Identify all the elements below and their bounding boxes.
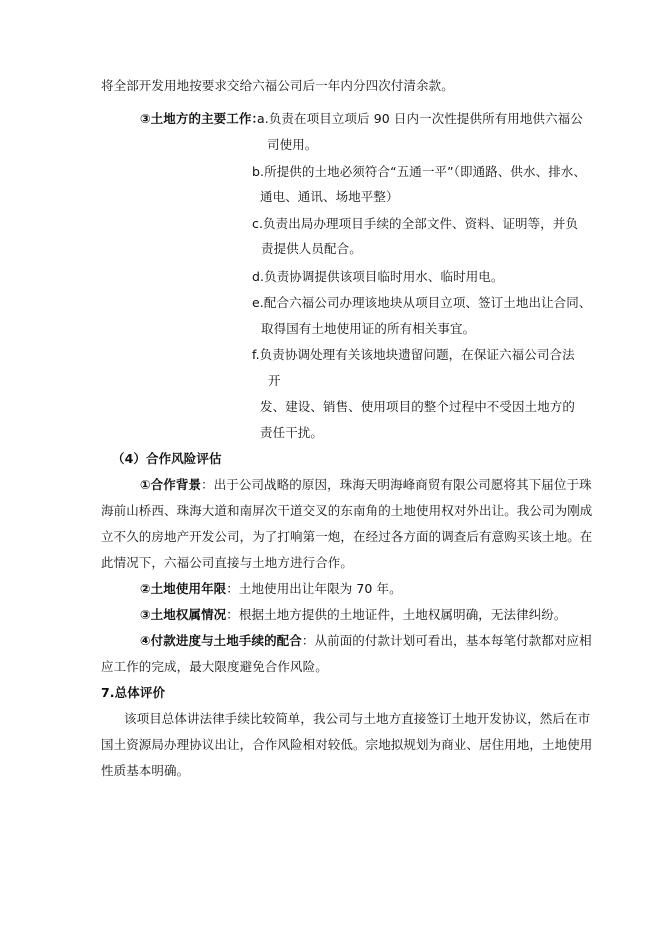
duty-f-line-1: f.负责协调处理有关该地块遗留问题，在保证六福公司合法 xyxy=(252,347,575,362)
duty-a-line-1: a.负责在项目立项后 90 日内一次性提供所有用地供六福公 xyxy=(257,111,583,126)
duty-c-line-1: c.负责出局办理项目手续的全部文件、资料、证明等，并负 xyxy=(252,216,579,231)
cooperation-background-label: ①合作背景 xyxy=(140,477,202,492)
duty-b-line-1: b.所提供的土地必须符合“五通一平”（即通路、供水、排水、 xyxy=(252,164,587,179)
cooperation-background-line-3: 立不久的房地产开发公司，为了打响第一炮，在经过各方面的调查后有意购买该土地。在 xyxy=(101,529,593,544)
land-duties-heading: ③土地方的主要工作： xyxy=(140,111,265,126)
intro-paragraph: 将全部开发用地按要求交给六福公司后一年内分四次付清余款。 xyxy=(101,78,454,93)
land-use-term-line xyxy=(140,581,402,597)
land-ownership-label: ③土地权属情况 xyxy=(140,607,227,622)
payment-progress-line-2: 应工作的完成，最大限度避免合作风险。 xyxy=(101,659,328,674)
land-ownership-line xyxy=(140,607,567,623)
duty-d-line-1: d.负责协调提供该项目临时用水、临时用电。 xyxy=(252,269,504,284)
overall-evaluation-line-2: 国土资源局办理协议出让，合作风险相对较低。宗地拟规划为商业、居住用地，土地使用 xyxy=(101,737,593,752)
land-use-term-label: ②土地使用年限 xyxy=(140,581,227,596)
overall-evaluation-line-3: 性质基本明确。 xyxy=(101,763,190,778)
cooperation-background-text: ：出于公司战略的原因，珠海天明海峰商贸有限公司愿将其下届位于珠 xyxy=(201,477,592,492)
payment-progress-line-1 xyxy=(140,633,592,649)
cooperation-background-line-1 xyxy=(140,477,592,493)
payment-progress-text: ：从前面的付款计划可看出，基本每笔付款都对应相 xyxy=(301,633,592,648)
payment-progress-label: ④付款进度与土地手续的配合 xyxy=(140,633,302,648)
duty-f-line-4: 责任干扰。 xyxy=(260,425,324,440)
cooperation-background-line-4: 此情况下，六福公司直接与土地方进行合作。 xyxy=(101,555,354,570)
duty-a-line-2: 司使用。 xyxy=(267,137,318,152)
risk-heading: （4）合作风险评估 xyxy=(112,451,222,466)
duty-e-line-1: e.配合六福公司办理该地块从项目立项、签订土地出让合同、 xyxy=(252,295,592,310)
overall-evaluation-heading: 7.总体评价 xyxy=(101,685,166,700)
cooperation-background-line-2: 海前山桥西、珠海大道和南屏次干道交叉的东南角的土地使用权对外出让。我公司为刚成 xyxy=(101,503,593,518)
land-use-term-text: ：土地使用出让年限为 70 年。 xyxy=(226,581,402,596)
land-ownership-text: ：根据土地方提供的土地证件，土地权属明确，无法律纠纷。 xyxy=(226,607,567,622)
duty-f-line-2: 开 xyxy=(268,373,281,388)
duty-e-line-2: 取得国有土地使用证的所有相关事宜。 xyxy=(261,321,476,336)
duty-f-line-3: 发、建设、销售、使用项目的整个过程中不受因土地方的 xyxy=(260,399,576,414)
duty-c-line-2: 责提供人员配合。 xyxy=(261,241,362,256)
duty-b-line-2: 通电、通讯、场地平整） xyxy=(260,189,399,204)
overall-evaluation-line-1: 该项目总体讲法律手续比较简单，我公司与土地方直接签订土地开发协议，然后在市 xyxy=(124,711,591,726)
